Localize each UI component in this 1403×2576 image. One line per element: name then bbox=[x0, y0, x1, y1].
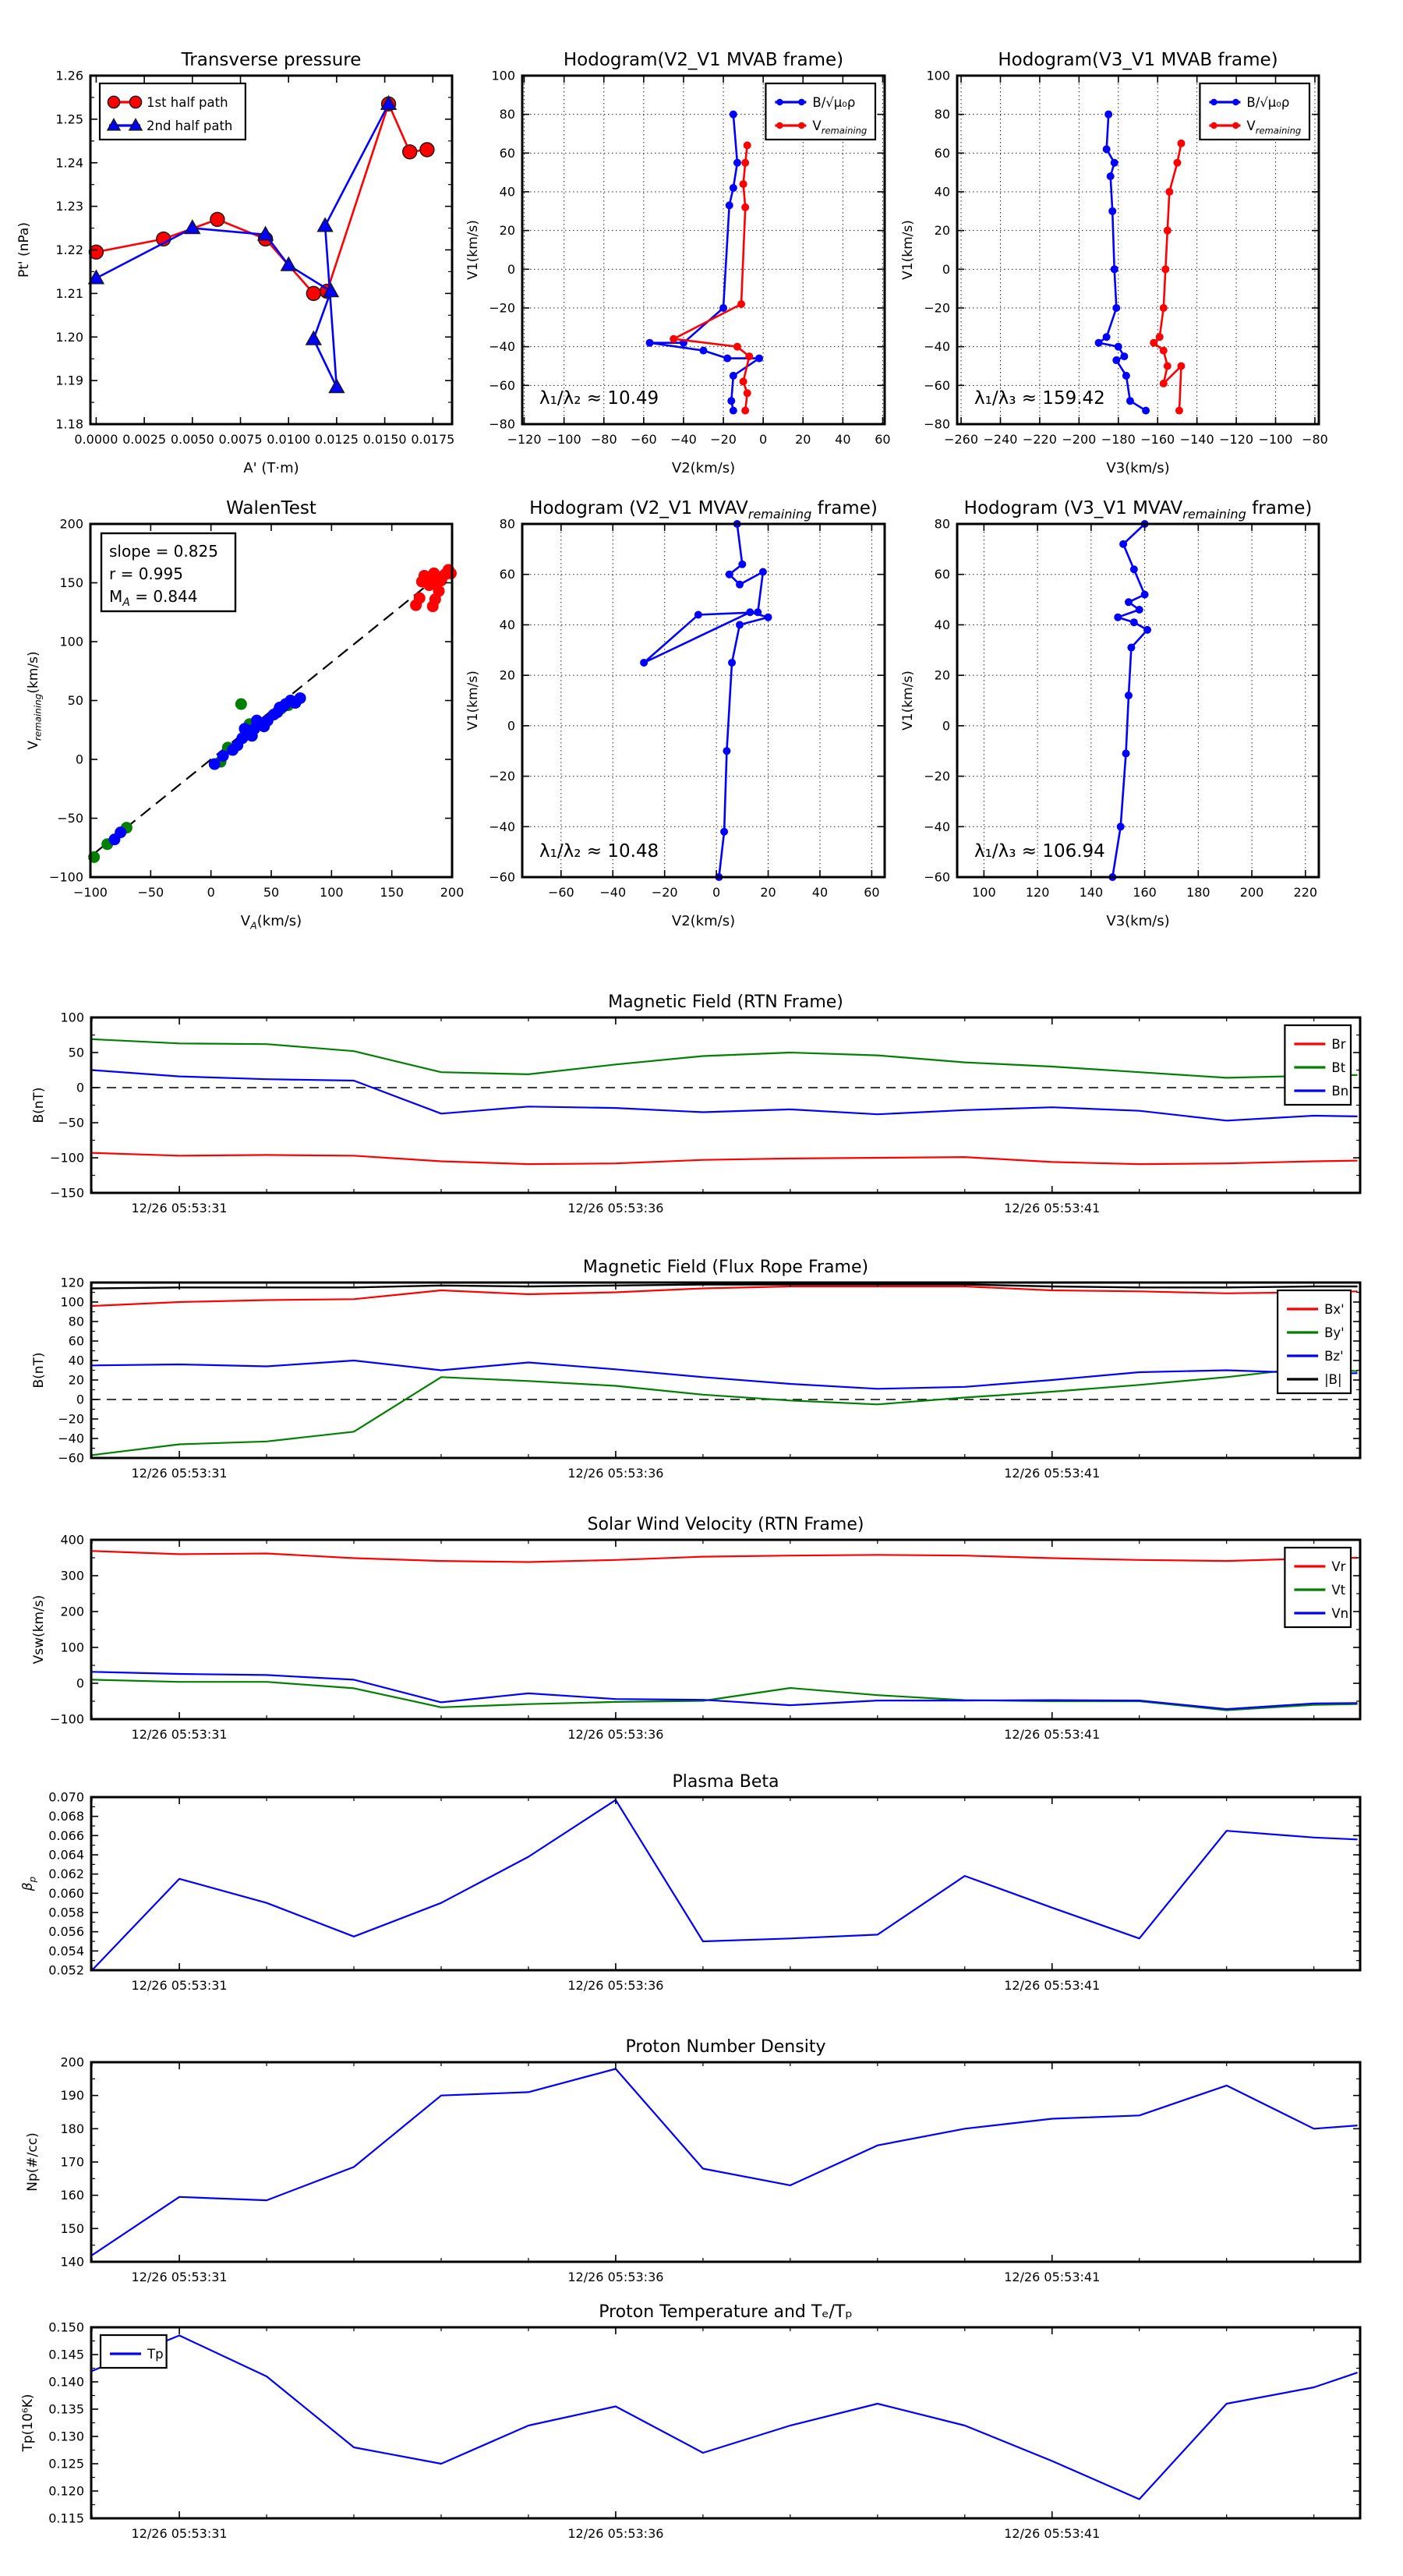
y-tick-label: 0 bbox=[942, 261, 950, 277]
y-tick-label: −80 bbox=[489, 416, 515, 432]
y-tick-label: 0.135 bbox=[48, 2401, 84, 2417]
x-tick-label: 40 bbox=[811, 885, 829, 900]
x-tick-label: 12/26 05:53:36 bbox=[567, 2526, 664, 2541]
x-tick-label: 12/26 05:53:31 bbox=[131, 1727, 228, 1742]
x-axis-label: $V_A(km/s)$ bbox=[240, 913, 302, 932]
chart-title: Magnetic Field (RTN Frame) bbox=[608, 993, 843, 1012]
series-Vt bbox=[92, 1679, 1358, 1710]
y-tick-label: 170 bbox=[60, 2154, 84, 2170]
y-tick-label: −20 bbox=[58, 1411, 84, 1427]
lambda-ratio-annotation: λ₁/λ₃ ≈ 159.42 bbox=[974, 388, 1105, 409]
series-V-remaining bbox=[1150, 140, 1185, 415]
x-tick-label: 220 bbox=[1293, 885, 1318, 900]
y-tick-label: 60 bbox=[499, 567, 515, 582]
y-tick-label: 20 bbox=[68, 1372, 84, 1388]
x-tick-label: 0.0125 bbox=[314, 432, 359, 447]
x-tick-label: 12/26 05:53:36 bbox=[567, 1466, 664, 1481]
series-Bx-prime bbox=[92, 1286, 1358, 1306]
y-tick-label: −80 bbox=[924, 416, 950, 432]
x-tick-label: 180 bbox=[1186, 885, 1210, 900]
chart-mag-rtn bbox=[31, 993, 1360, 1215]
chart-mag-fluxrope bbox=[31, 1258, 1360, 1481]
y-tick-label: 20 bbox=[499, 667, 515, 683]
y-tick-label: −60 bbox=[489, 869, 515, 885]
x-tick-label: 0.0100 bbox=[267, 432, 311, 447]
y-tick-label: 60 bbox=[68, 1333, 84, 1349]
y-tick-label: 80 bbox=[68, 1314, 84, 1329]
svg-text:Vremaining: $V_{remaining}$ bbox=[812, 119, 868, 136]
series-Bt bbox=[92, 1039, 1358, 1078]
svg-text:Tp: Tp bbox=[147, 2347, 164, 2362]
x-tick-label: 160 bbox=[1133, 885, 1157, 900]
x-tick-label: 12/26 05:53:36 bbox=[567, 2270, 664, 2284]
x-tick-label: 0.0025 bbox=[122, 432, 167, 447]
y-tick-label: 40 bbox=[68, 1353, 84, 1368]
y-axis-label: V1(km/s) bbox=[900, 671, 916, 731]
y-tick-label: 0 bbox=[76, 1392, 84, 1407]
chart-title: Proton Number Density bbox=[625, 2037, 826, 2057]
x-axis-label: V2(km/s) bbox=[671, 460, 736, 476]
y-tick-label: −20 bbox=[489, 769, 515, 784]
x-tick-label: 12/26 05:53:41 bbox=[1004, 2270, 1101, 2284]
chart-title: Proton Temperature and Tₑ/Tₚ bbox=[599, 2302, 853, 2322]
x-tick-label: −240 bbox=[983, 432, 1018, 447]
x-tick-label: −40 bbox=[670, 432, 697, 447]
y-tick-label: 180 bbox=[60, 2121, 84, 2136]
x-tick-label: 12/26 05:53:41 bbox=[1004, 1727, 1101, 1742]
y-tick-label: 200 bbox=[60, 1604, 84, 1619]
x-tick-label: −260 bbox=[944, 432, 979, 447]
y-tick-label: 0.058 bbox=[48, 1905, 84, 1920]
y-tick-label: −40 bbox=[924, 819, 950, 834]
x-tick-label: −60 bbox=[630, 432, 657, 447]
svg-text:Vt: Vt bbox=[1331, 1583, 1346, 1598]
y-tick-label: 150 bbox=[59, 575, 83, 590]
x-axis-label: V2(km/s) bbox=[671, 913, 736, 929]
x-tick-label: 20 bbox=[795, 432, 811, 447]
y-tick-label: 0.140 bbox=[48, 2374, 84, 2390]
y-tick-label: −100 bbox=[49, 869, 83, 885]
x-tick-label: 60 bbox=[864, 885, 880, 900]
chart-hodogram-v2v1-mvav bbox=[465, 498, 885, 929]
y-tick-label: 0 bbox=[942, 718, 950, 734]
series-scatter-blue bbox=[108, 692, 306, 845]
y-tick-label: 0 bbox=[75, 752, 83, 767]
y-tick-label: 0.062 bbox=[48, 1867, 84, 1882]
chart-title: Hodogram(V2_V1 MVAB frame) bbox=[563, 50, 844, 70]
chart-title: Hodogram (V3_V1 $MVAV_{remaining}$ frame) bbox=[963, 498, 1313, 522]
y-tick-label: 400 bbox=[60, 1532, 84, 1548]
x-tick-label: −160 bbox=[1140, 432, 1175, 447]
y-tick-label: −20 bbox=[924, 300, 950, 316]
y-tick-label: 80 bbox=[934, 516, 950, 532]
chart-proton-temp bbox=[20, 2302, 1360, 2541]
x-axis-label: V3(km/s) bbox=[1106, 460, 1170, 476]
y-tick-label: 20 bbox=[499, 223, 515, 239]
y-tick-label: 1.26 bbox=[55, 68, 83, 83]
x-tick-label: 20 bbox=[760, 885, 776, 900]
y-tick-label: 1.20 bbox=[55, 329, 83, 345]
y-tick-label: 0.054 bbox=[48, 1943, 84, 1959]
y-tick-label: −20 bbox=[489, 300, 515, 316]
y-tick-label: 0.120 bbox=[48, 2483, 84, 2499]
x-tick-label: −50 bbox=[137, 885, 164, 900]
y-tick-label: 160 bbox=[60, 2188, 84, 2203]
legend bbox=[1285, 1548, 1351, 1627]
y-tick-label: 200 bbox=[59, 516, 83, 532]
y-tick-label: 1.24 bbox=[55, 155, 83, 171]
legend bbox=[100, 83, 246, 140]
x-tick-label: 0.0075 bbox=[218, 432, 263, 447]
y-tick-label: 20 bbox=[934, 223, 950, 239]
x-tick-label: 0 bbox=[712, 885, 721, 900]
x-tick-label: 100 bbox=[320, 885, 344, 900]
series-Br bbox=[92, 1153, 1358, 1164]
y-axis-label: B(nT) bbox=[31, 1087, 47, 1123]
y-tick-label: 0.125 bbox=[48, 2456, 84, 2472]
y-tick-label: −40 bbox=[924, 339, 950, 355]
series-beta-p bbox=[92, 1800, 1358, 1970]
y-tick-label: 0.066 bbox=[48, 1828, 84, 1843]
y-tick-label: 80 bbox=[499, 107, 515, 122]
x-tick-label: 0.0150 bbox=[362, 432, 407, 447]
y-tick-label: 1.22 bbox=[55, 242, 83, 257]
y-tick-label: 0.130 bbox=[48, 2429, 84, 2444]
x-tick-label: 12/26 05:53:36 bbox=[567, 1201, 664, 1215]
chart-hodogram-v3v1-mvav bbox=[900, 498, 1319, 929]
y-tick-label: 1.23 bbox=[55, 199, 83, 214]
y-tick-label: 200 bbox=[60, 2054, 84, 2070]
y-tick-label: −100 bbox=[50, 1150, 84, 1166]
y-axis-label: B(nT) bbox=[31, 1352, 47, 1389]
y-axis-label: Np(#/cc) bbox=[25, 2132, 41, 2192]
y-axis-label: V1(km/s) bbox=[465, 220, 481, 280]
x-tick-label: 200 bbox=[1239, 885, 1264, 900]
y-tick-label: 0 bbox=[76, 1675, 84, 1691]
y-tick-label: 0.115 bbox=[48, 2511, 84, 2526]
y-tick-label: −50 bbox=[58, 1115, 84, 1131]
y-tick-label: 1.21 bbox=[55, 285, 83, 301]
chart-title: Transverse pressure bbox=[181, 50, 362, 70]
x-tick-label: 12/26 05:53:41 bbox=[1004, 1978, 1101, 1993]
y-tick-label: −50 bbox=[57, 811, 83, 826]
y-tick-label: 0 bbox=[507, 718, 515, 734]
series-Bn bbox=[92, 1070, 1358, 1121]
x-tick-label: 150 bbox=[380, 885, 404, 900]
svg-text:2nd half path: 2nd half path bbox=[147, 119, 233, 133]
y-axis-label: V1(km/s) bbox=[900, 220, 916, 280]
x-tick-label: 12/26 05:53:31 bbox=[131, 1466, 228, 1481]
chart-plasma-beta bbox=[20, 1772, 1360, 1993]
y-tick-label: 60 bbox=[934, 145, 950, 161]
y-tick-label: 190 bbox=[60, 2088, 84, 2104]
y-tick-label: 100 bbox=[926, 68, 950, 83]
x-axis-label: A' (T·m) bbox=[243, 460, 299, 476]
y-tick-label: −60 bbox=[489, 377, 515, 393]
legend bbox=[1200, 83, 1309, 140]
y-tick-label: 50 bbox=[68, 1045, 84, 1060]
chart-title: Hodogram (V2_V1 $MVAV_{remaining}$ frame) bbox=[529, 498, 878, 522]
chart-title: Plasma Beta bbox=[672, 1772, 779, 1792]
svg-text:MA = 0.844: $M_A = 0.844$ bbox=[109, 587, 198, 610]
x-tick-label: −200 bbox=[1062, 432, 1097, 447]
x-tick-label: 12/26 05:53:41 bbox=[1004, 2526, 1101, 2541]
series-By-prime bbox=[92, 1368, 1358, 1456]
svg-text:Vremaining: $V_{remaining}$ bbox=[1246, 119, 1302, 136]
legend bbox=[101, 2335, 167, 2368]
svg-text:By': By' bbox=[1324, 1325, 1345, 1340]
chart-walen-test bbox=[26, 498, 464, 932]
x-tick-label: −40 bbox=[599, 885, 627, 900]
y-tick-label: −60 bbox=[924, 377, 950, 393]
svg-text:slope = 0.825: slope = 0.825 bbox=[109, 542, 218, 561]
x-tick-label: 12/26 05:53:36 bbox=[567, 1978, 664, 1993]
svg-text:Vr: Vr bbox=[1331, 1559, 1346, 1574]
y-axis-label: Pt' (nPa) bbox=[16, 222, 32, 278]
y-tick-label: 1.18 bbox=[55, 416, 83, 432]
lambda-ratio-annotation: λ₁/λ₂ ≈ 10.48 bbox=[539, 841, 659, 862]
x-tick-label: 120 bbox=[1025, 885, 1050, 900]
x-tick-label: −60 bbox=[547, 885, 574, 900]
x-tick-label: −220 bbox=[1022, 432, 1057, 447]
y-tick-label: −40 bbox=[489, 819, 515, 834]
y-tick-label: 0.060 bbox=[48, 1885, 84, 1901]
x-tick-label: −20 bbox=[651, 885, 678, 900]
series-Tp bbox=[92, 2336, 1358, 2500]
series-Vr bbox=[92, 1551, 1358, 1562]
x-tick-label: 200 bbox=[440, 885, 465, 900]
y-tick-label: −20 bbox=[924, 769, 950, 784]
lambda-ratio-annotation: λ₁/λ₃ ≈ 106.94 bbox=[974, 841, 1105, 862]
y-tick-label: 100 bbox=[491, 68, 515, 83]
x-tick-label: −80 bbox=[1302, 432, 1328, 447]
y-tick-label: 80 bbox=[499, 516, 515, 532]
series-Bz-prime bbox=[92, 1361, 1358, 1389]
y-tick-label: 0.070 bbox=[48, 1789, 84, 1805]
x-tick-label: 12/26 05:53:41 bbox=[1004, 1201, 1101, 1215]
svg-text:Bz': Bz' bbox=[1324, 1349, 1344, 1364]
y-tick-label: 60 bbox=[499, 145, 515, 161]
chart-title: Solar Wind Velocity (RTN Frame) bbox=[587, 1515, 864, 1534]
x-tick-label: 12/26 05:53:31 bbox=[131, 2526, 228, 2541]
chart-proton-density bbox=[25, 2037, 1360, 2284]
y-tick-label: 300 bbox=[60, 1568, 84, 1583]
y-tick-label: 140 bbox=[60, 2254, 84, 2270]
x-tick-label: −140 bbox=[1179, 432, 1214, 447]
y-axis-label: Tp(10⁶K) bbox=[20, 2394, 36, 2452]
x-tick-label: 0 bbox=[759, 432, 768, 447]
chart-transverse-pressure bbox=[16, 50, 454, 476]
y-tick-label: 120 bbox=[60, 1275, 84, 1290]
y-tick-label: 40 bbox=[499, 617, 515, 632]
chart-title: WalenTest bbox=[226, 498, 316, 518]
stats-annotation-box bbox=[101, 533, 235, 611]
x-tick-label: 12/26 05:53:31 bbox=[131, 2270, 228, 2284]
y-tick-label: 100 bbox=[59, 634, 83, 649]
svg-text:B/√μ₀ρ: B/√μ₀ρ bbox=[812, 95, 856, 110]
x-tick-label: −100 bbox=[73, 885, 108, 900]
x-tick-label: 0 bbox=[207, 885, 215, 900]
series-scatter-red bbox=[410, 564, 457, 612]
x-tick-label: 0.0050 bbox=[170, 432, 214, 447]
svg-text:B/√μ₀ρ: B/√μ₀ρ bbox=[1246, 95, 1290, 110]
chart-hodogram-v2v1-mvab bbox=[465, 50, 891, 476]
y-tick-label: 0.064 bbox=[48, 1847, 84, 1863]
chart-title: Magnetic Field (Flux Rope Frame) bbox=[582, 1258, 869, 1277]
y-axis-label: $V_{remaining}(km/s)$ bbox=[26, 651, 44, 750]
x-tick-label: −100 bbox=[546, 432, 581, 447]
y-tick-label: 40 bbox=[499, 184, 515, 200]
y-tick-label: 1.25 bbox=[55, 111, 83, 127]
x-tick-label: 12/26 05:53:41 bbox=[1004, 1466, 1101, 1481]
y-tick-label: 1.19 bbox=[55, 373, 83, 388]
chart-title: Hodogram(V3_V1 MVAB frame) bbox=[998, 50, 1278, 70]
x-tick-label: 0.0175 bbox=[411, 432, 455, 447]
y-tick-label: 0.052 bbox=[48, 1962, 84, 1978]
chart-hodogram-v3v1-mvab bbox=[900, 50, 1328, 476]
y-tick-label: −40 bbox=[489, 339, 515, 355]
y-tick-label: −60 bbox=[58, 1450, 84, 1466]
y-tick-label: 0.145 bbox=[48, 2347, 84, 2362]
y-axis-label: $\beta_p$ bbox=[20, 1876, 38, 1891]
legend bbox=[1278, 1290, 1351, 1393]
series-Np bbox=[92, 2069, 1358, 2256]
y-tick-label: 100 bbox=[60, 1294, 84, 1310]
x-tick-label: −20 bbox=[710, 432, 737, 447]
svg-text:r = 0.995: r = 0.995 bbox=[109, 564, 183, 583]
y-tick-label: 40 bbox=[934, 184, 950, 200]
y-tick-label: 20 bbox=[934, 667, 950, 683]
svg-text:Bt: Bt bbox=[1331, 1060, 1346, 1075]
y-tick-label: 50 bbox=[67, 693, 83, 708]
y-axis-label: Vsw(km/s) bbox=[31, 1594, 47, 1665]
y-tick-label: 0 bbox=[507, 261, 515, 277]
legend bbox=[765, 83, 875, 140]
y-axis-label: V1(km/s) bbox=[465, 671, 481, 731]
x-tick-label: 12/26 05:53:31 bbox=[131, 1201, 228, 1215]
y-tick-label: 0.056 bbox=[48, 1924, 84, 1940]
y-tick-label: 0.150 bbox=[48, 2319, 84, 2335]
lambda-ratio-annotation: λ₁/λ₂ ≈ 10.49 bbox=[539, 388, 659, 409]
svg-text:|B|: |B| bbox=[1324, 1372, 1342, 1387]
y-tick-label: −100 bbox=[50, 1711, 84, 1727]
x-tick-label: 100 bbox=[972, 885, 996, 900]
x-tick-label: 140 bbox=[1079, 885, 1104, 900]
legend bbox=[1285, 1025, 1351, 1105]
x-tick-label: 50 bbox=[263, 885, 280, 900]
svg-text:Bn: Bn bbox=[1331, 1084, 1349, 1099]
x-tick-label: 12/26 05:53:36 bbox=[567, 1727, 664, 1742]
series-V-remaining bbox=[670, 141, 753, 414]
y-tick-label: −150 bbox=[50, 1185, 84, 1201]
y-tick-label: 0.068 bbox=[48, 1809, 84, 1824]
x-tick-label: −120 bbox=[1219, 432, 1254, 447]
chart-velocity-rtn bbox=[31, 1515, 1360, 1742]
svg-text:Br: Br bbox=[1331, 1037, 1346, 1052]
x-tick-label: 40 bbox=[835, 432, 851, 447]
y-tick-label: −40 bbox=[58, 1431, 84, 1446]
y-tick-label: 40 bbox=[934, 617, 950, 632]
svg-text:Bx': Bx' bbox=[1324, 1302, 1345, 1317]
x-tick-label: −80 bbox=[590, 432, 617, 447]
x-axis-label: V3(km/s) bbox=[1106, 913, 1170, 929]
x-tick-label: −120 bbox=[507, 432, 542, 447]
x-tick-label: −180 bbox=[1101, 432, 1136, 447]
x-tick-label: 12/26 05:53:31 bbox=[131, 1978, 228, 1993]
svg-text:1st half path: 1st half path bbox=[147, 95, 228, 110]
y-tick-label: −60 bbox=[924, 869, 950, 885]
series-B-over-sqrt-mu0rho bbox=[1095, 111, 1150, 415]
svg-text:Vn: Vn bbox=[1331, 1606, 1349, 1621]
y-tick-label: 60 bbox=[934, 567, 950, 582]
series-Vn bbox=[92, 1672, 1358, 1709]
x-tick-label: 60 bbox=[875, 432, 891, 447]
y-tick-label: 80 bbox=[934, 107, 950, 122]
x-tick-label: 0.0000 bbox=[74, 432, 118, 447]
y-tick-label: 100 bbox=[60, 1010, 84, 1025]
y-tick-label: 150 bbox=[60, 2220, 84, 2236]
x-tick-label: −100 bbox=[1258, 432, 1293, 447]
y-tick-label: 100 bbox=[60, 1640, 84, 1655]
y-tick-label: 0 bbox=[76, 1080, 84, 1095]
